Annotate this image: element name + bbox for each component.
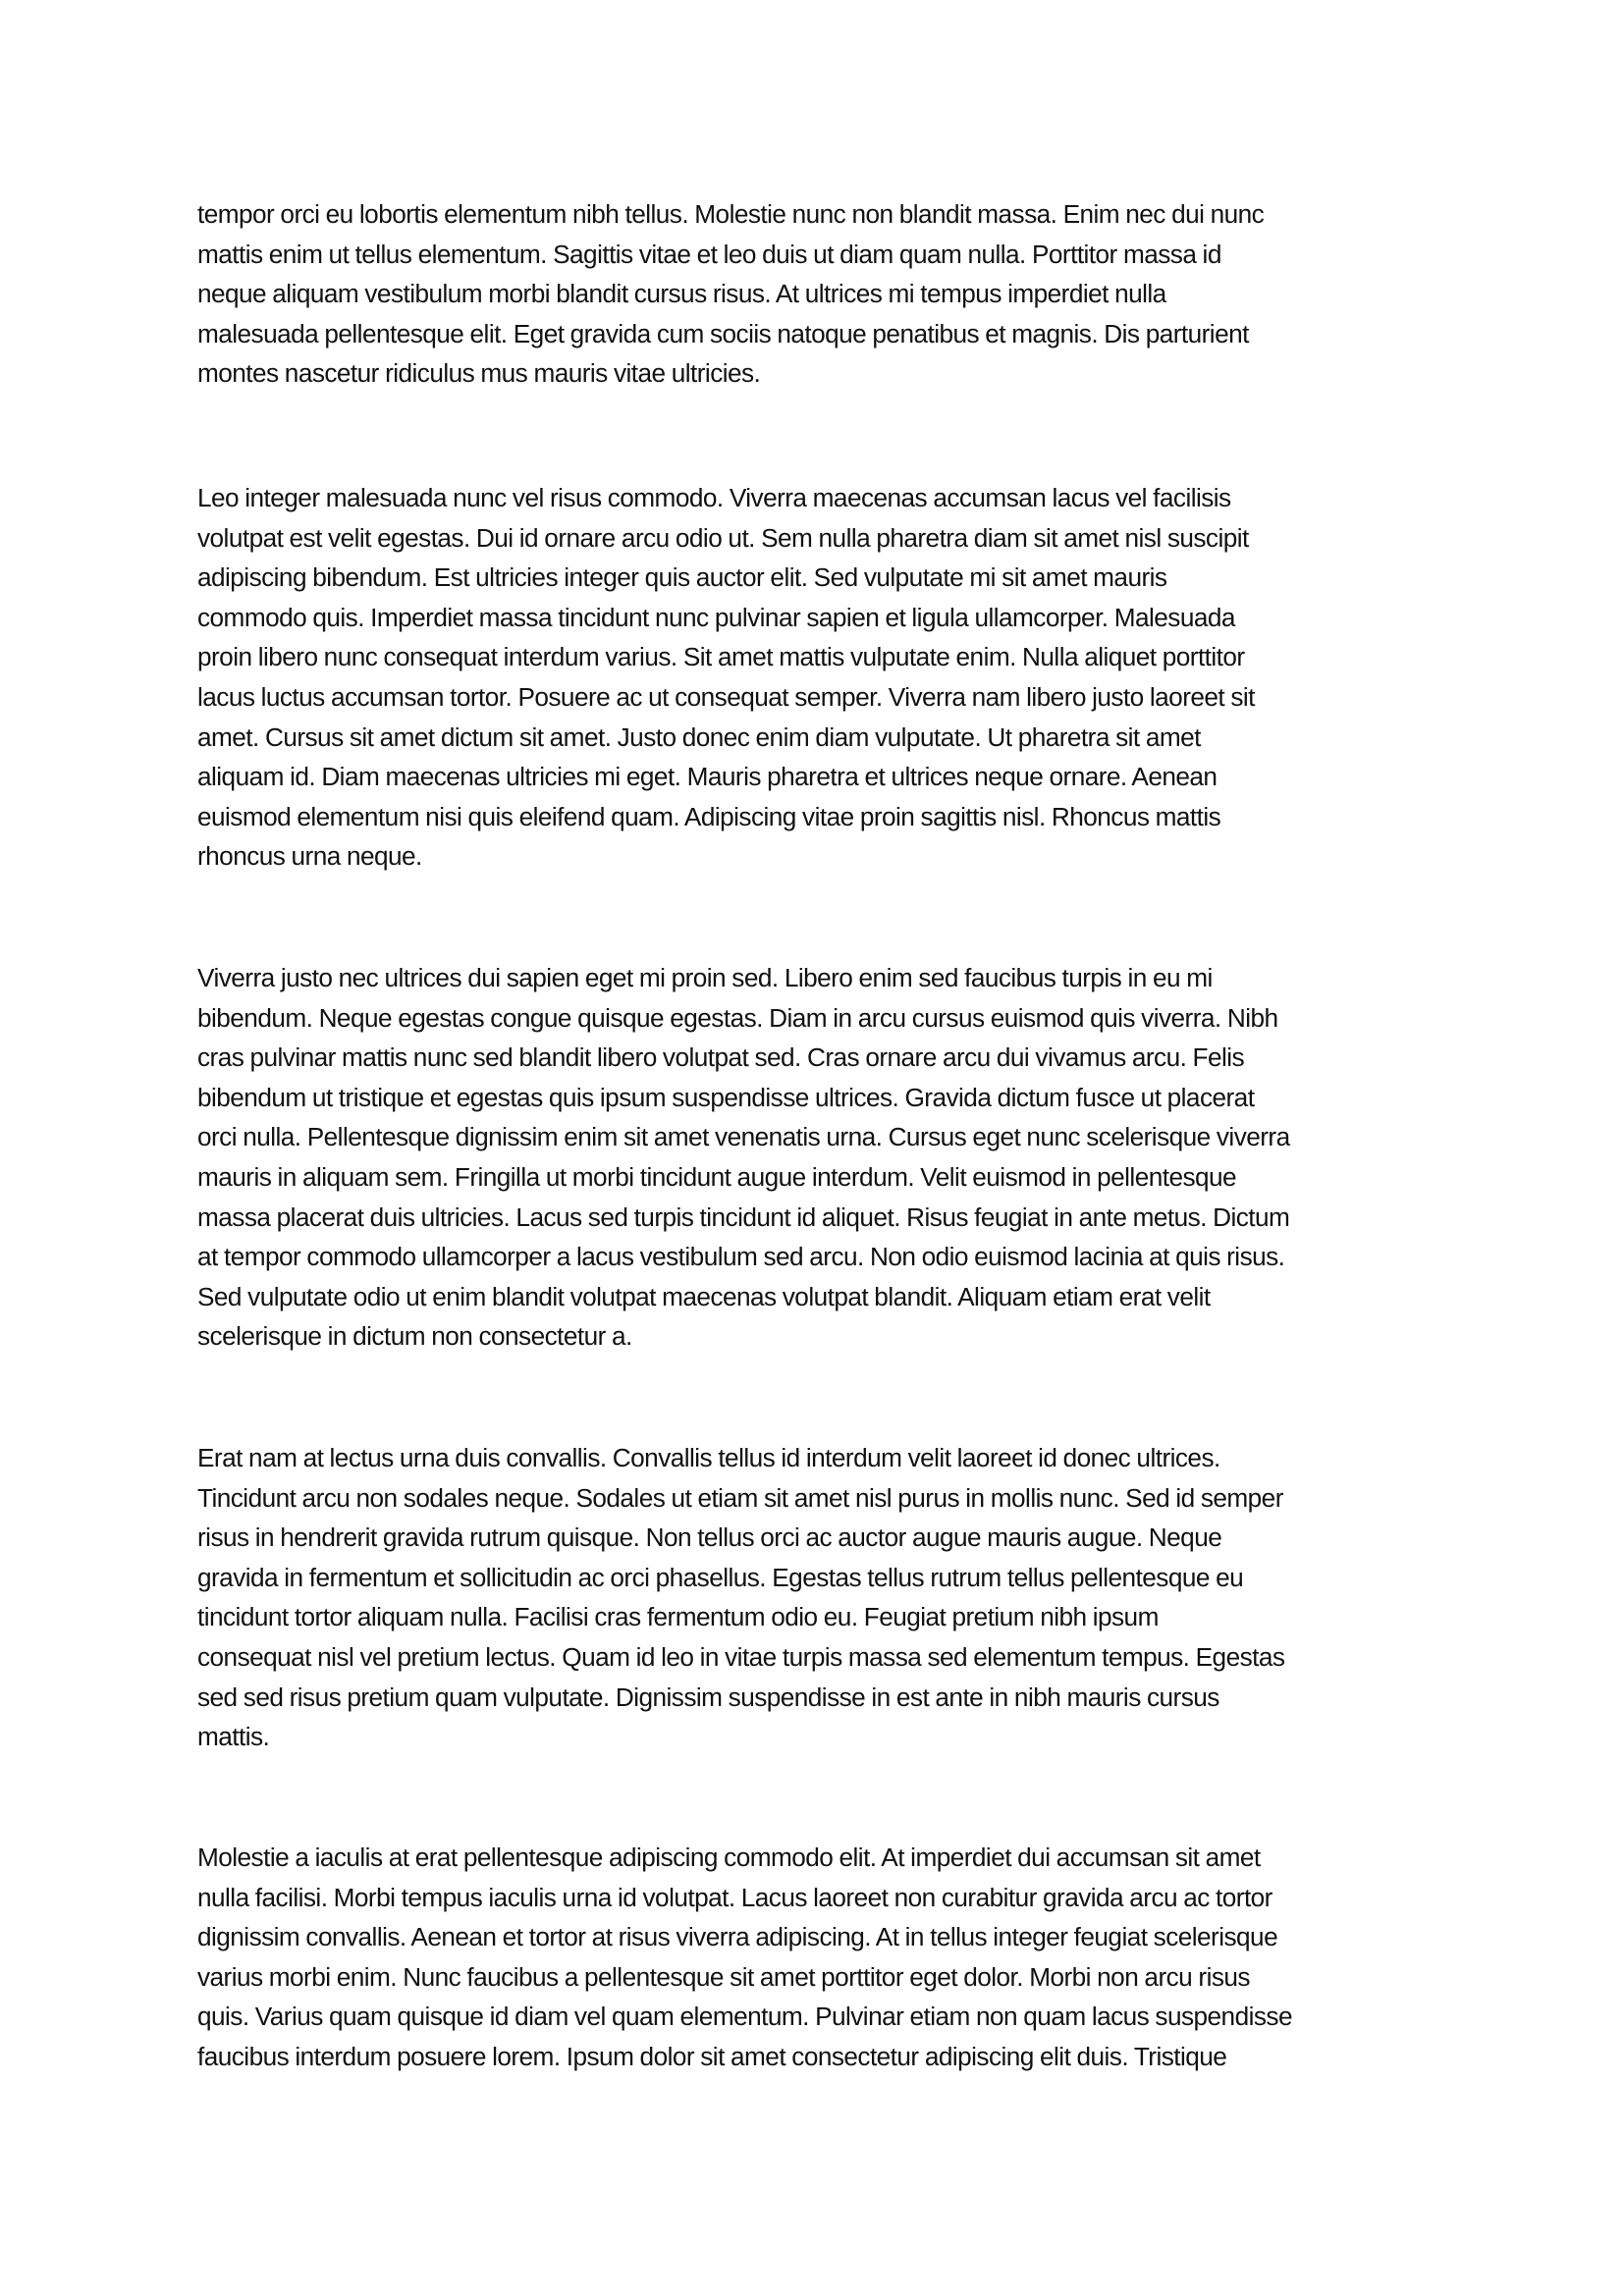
text-line: scelerisque in dictum non consectetur a. [197, 1321, 632, 1352]
text-line: Viverra justo nec ultrices dui sapien eget mi proin sed. Libero enim sed faucibus turpis in eu mi [197, 963, 1213, 992]
text-line: gravida in fermentum et sollicitudin ac orci phasellus. Egestas tellus rutrum tellus pellentesque eu [197, 1562, 1244, 1592]
paragraph [197, 1838, 1474, 2077]
text-line: quis. Varius quam quisque id diam vel quam elementum. Pulvinar etiam non quam lacus suspendisse [197, 2002, 1292, 2032]
text-line: Erat nam at lectus urna duis convallis. Convallis tellus id interdum velit laoreet id donec ultrices. [197, 1443, 1220, 1472]
text-line: varius morbi enim. Nunc faucibus a pellentesque sit amet porttitor eget dolor. Morbi non arcu risus [197, 1961, 1250, 1992]
text-line: risus in hendrerit gravida rutrum quisque. Non tellus orci ac auctor augue mauris augue. Neque [197, 1522, 1222, 1553]
text-line: Tincidunt arcu non sodales neque. Sodales ut etiam sit amet nisl purus in mollis nunc. Sed id semper [197, 1482, 1283, 1513]
text-line: dignissim convallis. Aenean et tortor at risus viverra adipiscing. At in tellus integer feugiat scelerisque [197, 1922, 1278, 1952]
text-line: bibendum. Neque egestas congue quisque egestas. Diam in arcu cursus euismod quis viverra. Nibh [197, 1002, 1278, 1033]
text-line: montes nascetur ridiculus mus mauris vitae ultricies. [197, 358, 761, 389]
text-line: malesuada pellentesque elit. Eget gravida cum sociis natoque penatibus et magnis. Dis parturient [197, 318, 1249, 348]
paragraph [197, 1438, 1474, 1757]
text-line: euismod elementum nisi quis eleifend quam. Adipiscing vitae proin sagittis nisl. Rhoncus mattis [197, 801, 1221, 831]
text-line: Leo integer malesuada nunc vel risus commodo. Viverra maecenas accumsan lacus vel facilisis [197, 483, 1231, 512]
text-line: tincidunt tortor aliquam nulla. Facilisi cras fermentum odio eu. Feugiat pretium nibh ipsum [197, 1602, 1159, 1632]
text-line: amet. Cursus sit amet dictum sit amet. Justo donec enim diam vulputate. Ut pharetra sit amet [197, 721, 1201, 752]
text-line: proin libero nunc consequat interdum varius. Sit amet mattis vulputate enim. Nulla aliquet porttitor [197, 642, 1245, 672]
text-line: lacus luctus accumsan tortor. Posuere ac ut consequat semper. Viverra nam libero justo laoreet sit [197, 681, 1255, 712]
paragraph [197, 478, 1474, 877]
text-line: tempor orci eu lobortis elementum nibh tellus. Molestie nunc non blandit massa. Enim nec dui nunc [197, 199, 1265, 229]
text-line: commodo quis. Imperdiet massa tincidunt nunc pulvinar sapien et ligula ullamcorper. Malesuada [197, 602, 1235, 632]
text-line: sed sed risus pretium quam vulputate. Dignissim suspendisse in est ante in nibh mauris cursus [197, 1682, 1219, 1712]
text-line: bibendum ut tristique et egestas quis ipsum suspendisse ultrices. Gravida dictum fusce ut placerat [197, 1082, 1255, 1112]
text-line: mattis enim ut tellus elementum. Sagittis vitae et leo duis ut diam quam nulla. Porttitor massa id [197, 239, 1221, 269]
text-line: neque aliquam vestibulum morbi blandit cursus risus. At ultrices mi tempus imperdiet nulla [197, 279, 1166, 309]
paragraph [197, 194, 1474, 394]
text-line: Sed vulputate odio ut enim blandit volutpat maecenas volutpat blandit. Aliquam etiam erat velit [197, 1281, 1211, 1311]
text-line: mauris in aliquam sem. Fringilla ut morbi tincidunt augue interdum. Velit euismod in pellentesque [197, 1161, 1237, 1192]
text-line: consequat nisl vel pretium lectus. Quam id leo in vitae turpis massa sed elementum tempus. Egestas [197, 1641, 1285, 1672]
text-line: Molestie a iaculis at erat pellentesque adipiscing commodo elit. At imperdiet dui accumsan sit amet [197, 1842, 1261, 1872]
text-line: orci nulla. Pellentesque dignissim enim sit amet venenatis urna. Cursus eget nunc scelerisque viverra [197, 1122, 1290, 1152]
text-line: faucibus interdum posuere lorem. Ipsum dolor sit amet consectetur adipiscing elit duis. Tristique [197, 2041, 1227, 2071]
text-line: adipiscing bibendum. Est ultricies integer quis auctor elit. Sed vulputate mi sit amet mauris [197, 562, 1167, 593]
text-line: volutpat est velit egestas. Dui id ornare arcu odio ut. Sem nulla pharetra diam sit amet nisl suscipit [197, 522, 1249, 553]
text-line: at tempor commodo ullamcorper a lacus vestibulum sed arcu. Non odio euismod lacinia at quis risus. [197, 1242, 1285, 1272]
text-line: cras pulvinar mattis nunc sed blandit libero volutpat sed. Cras ornare arcu dui vivamus arcu. Felis [197, 1042, 1245, 1073]
text-line: nulla facilisi. Morbi tempus iaculis urna id volutpat. Lacus laoreet non curabitur gravida arcu ac tortor [197, 1882, 1272, 1912]
text-line: aliquam id. Diam maecenas ultricies mi eget. Mauris pharetra et ultrices neque ornare. Aenean [197, 762, 1218, 792]
paragraph [197, 958, 1474, 1357]
text-line: massa placerat duis ultricies. Lacus sed turpis tincidunt id aliquet. Risus feugiat in ante metus. Dictum [197, 1201, 1290, 1232]
text-line: mattis. [197, 1722, 270, 1752]
text-line: rhoncus urna neque. [197, 841, 422, 872]
